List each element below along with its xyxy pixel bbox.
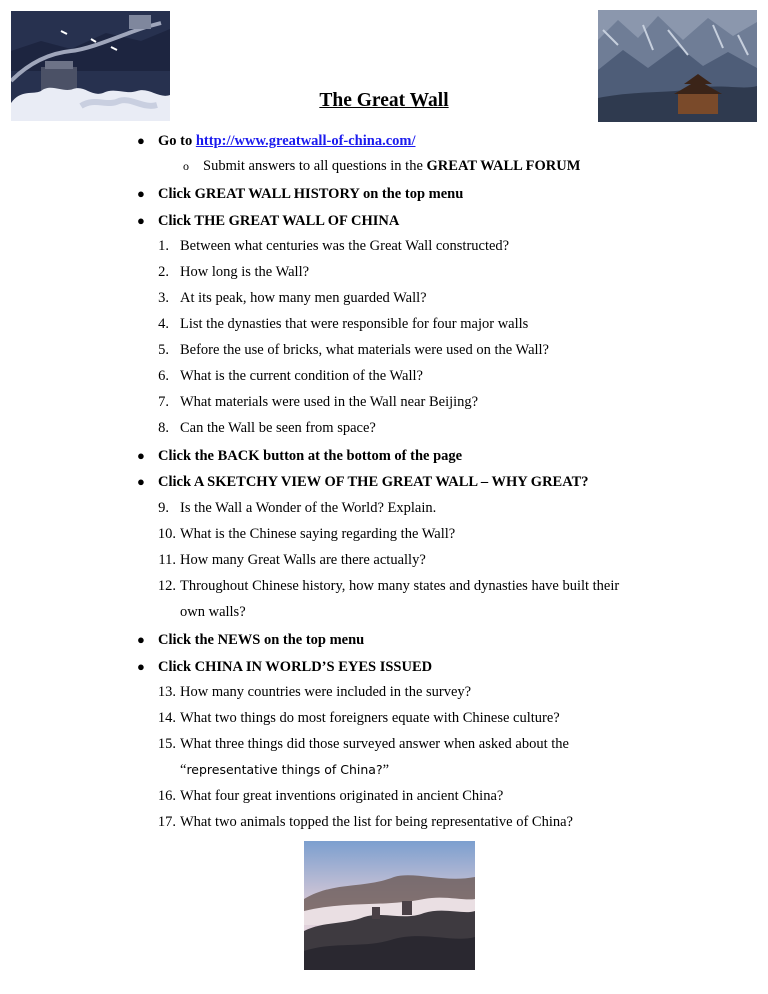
close-quote: ” — [382, 762, 390, 778]
question-number: 17. — [157, 814, 176, 830]
great-wall-mist-photo-image — [304, 841, 475, 970]
question-number: 2. — [158, 264, 169, 280]
question-number: 9. — [158, 500, 169, 516]
instruction-text: Click CHINA IN WORLD’S EYES ISSUED — [158, 659, 433, 675]
submit-text: Submit answers to all questions in the — [203, 158, 423, 174]
question-text: own walls? — [180, 604, 246, 620]
question-text: What two animals topped the list for being representative of China? — [180, 814, 573, 830]
question-text — [180, 761, 389, 779]
quoted-phrase: representative things of China? — [186, 762, 383, 777]
question-text: At its peak, how many men guarded Wall? — [180, 290, 427, 306]
question-text: What three things did those surveyed answer when asked about the — [180, 736, 569, 752]
instruction-text: Click the BACK button at the bottom of the page — [158, 448, 463, 464]
question-text: Is the Wall a Wonder of the World? Explain. — [180, 500, 437, 516]
instruction-text: Click THE GREAT WALL OF CHINA — [158, 213, 400, 229]
bullet-icon: ● — [137, 659, 145, 674]
question-text: Can the Wall be seen from space? — [180, 420, 376, 436]
instruction-text: Click A SKETCHY VIEW OF THE GREAT WALL – WHY GREAT? — [158, 474, 589, 490]
question-text: What is the Chinese saying regarding the Wall? — [180, 526, 456, 542]
open-quote: “ — [180, 762, 187, 778]
question-number: 15. — [157, 736, 176, 752]
question-number: 1. — [158, 238, 169, 254]
question-number: 10. — [157, 526, 176, 542]
question-text: Between what centuries was the Great Wall constructed? — [180, 238, 510, 254]
question-text: List the dynasties that were responsible for four major walls — [180, 316, 529, 332]
question-number: 11. — [158, 552, 176, 568]
instruction-text: Click the NEWS on the top menu — [158, 632, 365, 648]
question-number: 12. — [157, 578, 176, 594]
goto-label: Go to — [158, 133, 193, 149]
question-number: 14. — [157, 710, 176, 726]
goto-line — [158, 132, 415, 150]
bullet-icon: ● — [137, 448, 145, 463]
question-text: What four great inventions originated in ancient China? — [180, 788, 504, 804]
bullet-icon: ● — [137, 632, 145, 647]
question-number: 3. — [158, 290, 169, 306]
bullet-icon: ● — [137, 186, 145, 201]
question-number: 6. — [158, 368, 169, 384]
question-number: 5. — [158, 342, 169, 358]
forum-name: GREAT WALL FORUM — [426, 158, 581, 174]
question-number: 13. — [157, 684, 176, 700]
question-text: Throughout Chinese history, how many states and dynasties have built their — [180, 578, 620, 594]
question-number: 4. — [158, 316, 169, 332]
question-text: How many countries were included in the survey? — [180, 684, 472, 700]
submit-line — [203, 157, 580, 175]
question-number: 7. — [158, 394, 169, 410]
question-text: How many Great Walls are there actually? — [180, 552, 426, 568]
question-text: How long is the Wall? — [180, 264, 310, 280]
question-text: Before the use of bricks, what materials were used on the Wall? — [180, 342, 549, 358]
question-text: What two things do most foreigners equate with Chinese culture? — [180, 710, 560, 726]
instruction-text: Click GREAT WALL HISTORY on the top menu — [158, 186, 464, 202]
sub-bullet-icon: o — [183, 159, 189, 173]
page-title: The Great Wall — [319, 90, 449, 111]
bullet-icon: ● — [137, 474, 145, 489]
question-text: What is the current condition of the Wall? — [180, 368, 423, 384]
bullet-icon: ● — [137, 133, 145, 148]
question-number: 16. — [157, 788, 176, 804]
bullet-icon: ● — [137, 213, 145, 228]
website-link[interactable]: http://www.greatwall-of-china.com/ — [195, 133, 416, 149]
question-number: 8. — [158, 420, 169, 436]
question-text: What materials were used in the Wall near Beijing? — [180, 394, 479, 410]
